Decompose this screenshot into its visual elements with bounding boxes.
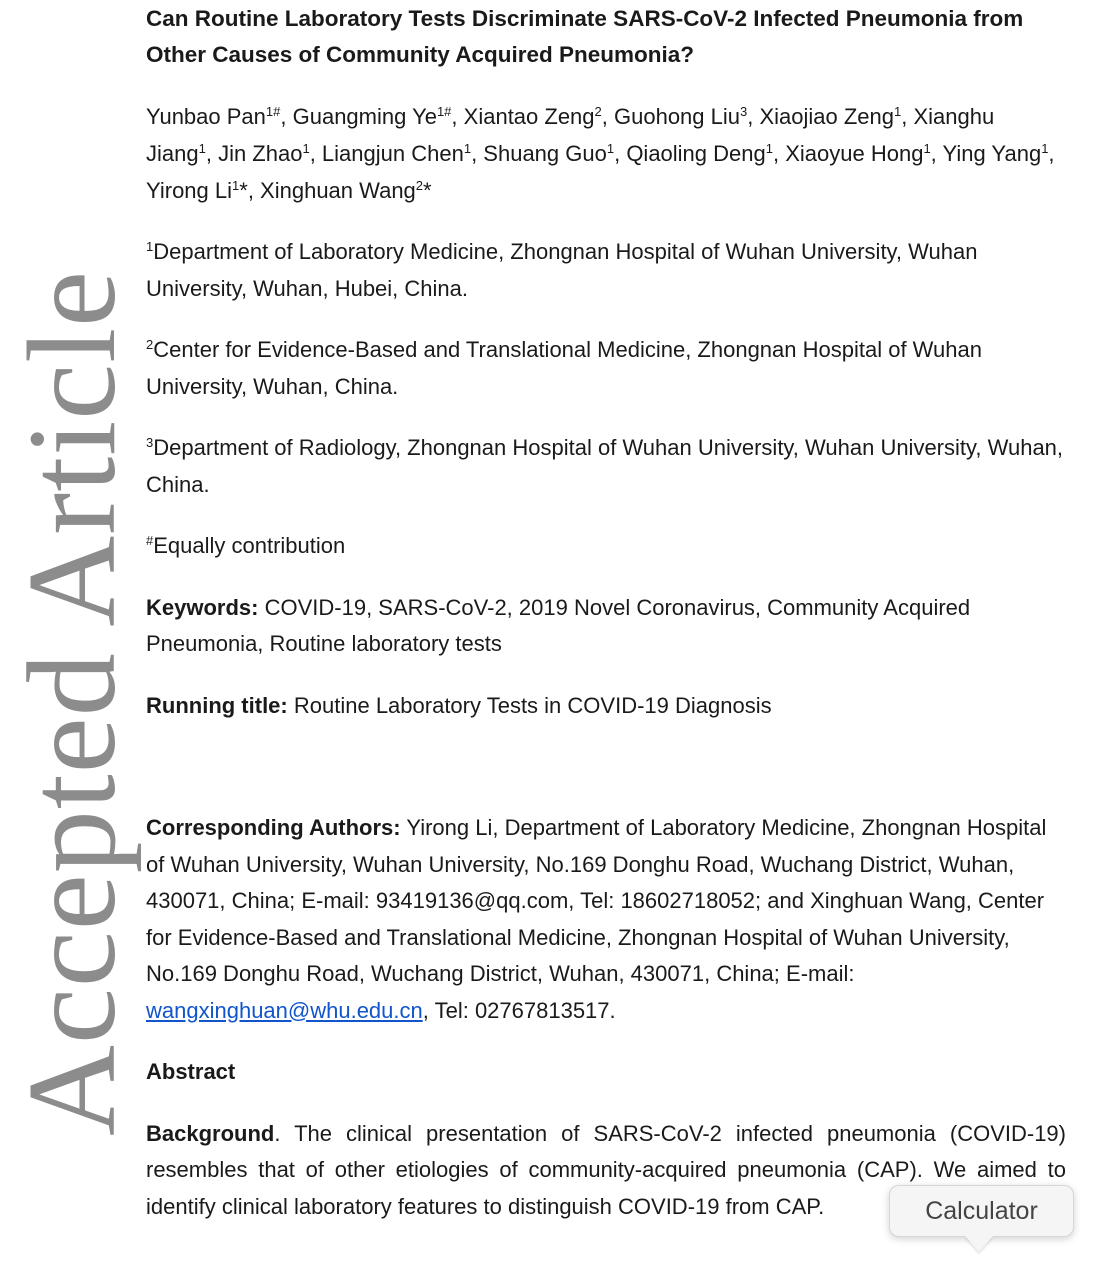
email-link[interactable]: wangxinghuan@whu.edu.cn — [146, 997, 423, 1023]
author — [218, 141, 310, 166]
article-title: Can Routine Laboratory Tests Discriminate SARS-CoV-2 Infected Pneumonia from Other Causes of Community Acquired Pneumonia? — [146, 6, 1024, 67]
corresponding-text: Yirong Li, Department of Laboratory Medicine, Zhongnan Hospital of Wuhan University, Wuhan University, No.169 Donghu Road, Wuchang District, Wuhan, 430071, China; E-mail: 93419136@qq.com, Tel: 18602718052; and Xinghuan Wang, Center for Evidence-Based and Translational Medicine, Zhongnan Hospital of Wuhan University, No.169 Donghu Road, Wuchang District, Wuhan, 430071, China; E-mail: — [146, 815, 1047, 986]
author-affiliation-sup: 1 — [463, 141, 472, 156]
corresponding-text-end: , Tel: 02767813517. — [422, 997, 616, 1023]
author-affiliation-sup: 1 — [606, 141, 615, 156]
running-title-label: Running title: — [146, 692, 288, 718]
corresponding-label: Corresponding Authors: — [146, 815, 401, 840]
author — [146, 178, 248, 203]
author-affiliation-sup: 1 — [923, 141, 931, 156]
corresponding-mark: * — [239, 178, 248, 203]
author — [293, 104, 452, 129]
background-text: . The clinical presentation of SARS-CoV-2 infected pneumonia (COVID-19) resembles that of other etiologies of community-acquired pneumonia (CAP). We aimed to identify clinical laboratory features to distinguish COVID-19 from CAP. — [146, 1120, 1066, 1219]
author-name: Xiaoyue Hong — [785, 141, 924, 166]
tooltip-label: Calculator — [925, 1196, 1038, 1225]
author — [464, 104, 602, 129]
author-affiliation-sup: 3 — [740, 104, 748, 119]
author-name: Guangming Ye — [292, 104, 437, 129]
affiliation-1 — [146, 234, 1066, 307]
tooltip-arrow — [965, 1236, 993, 1252]
author-name: Yirong Li — [146, 178, 233, 203]
author — [785, 141, 930, 166]
author-name: Guohong Liu — [614, 104, 740, 129]
author-affiliation-sup: 1 — [302, 141, 310, 156]
calculator-tooltip — [889, 1185, 1074, 1237]
affiliation-text: Center for Evidence-Based and Translational Medicine, Zhongnan Hospital of Wuhan University, Wuhan, China. — [146, 337, 982, 399]
author-name: Xiantao Zeng — [463, 104, 595, 129]
affiliation-text: Department of Radiology, Zhongnan Hospital of Wuhan University, Wuhan University, Wuhan, China. — [146, 435, 1064, 497]
author — [260, 178, 432, 203]
affiliation-3 — [146, 430, 1066, 503]
affiliation-number: 3 — [146, 435, 154, 450]
author-affiliation-sup: 1 — [765, 141, 773, 156]
author-affiliation-sup: 1# — [265, 104, 281, 119]
keywords-text: COVID-19, SARS-CoV-2, 2019 Novel Coronavirus, Community Acquired Pneumonia, Routine laboratory tests — [146, 594, 971, 656]
author-affiliation-sup: 1 — [1041, 141, 1049, 156]
author — [146, 104, 280, 129]
author-name: Jin Zhao — [218, 141, 303, 166]
accepted-article-watermark: Accepted Article — [3, 269, 142, 1136]
abstract-heading: Abstract — [146, 1059, 236, 1084]
author-name: Shuang Guo — [483, 141, 607, 166]
author-affiliation-sup: 1# — [436, 104, 452, 119]
author-affiliation-sup: 2 — [594, 104, 602, 119]
author-name: Yunbao Pan — [146, 104, 266, 129]
author — [614, 104, 747, 129]
author-affiliation-sup: 2 — [415, 178, 424, 193]
corresponding-authors — [146, 810, 1066, 1029]
keywords-label: Keywords: — [146, 594, 259, 620]
background-label: Background — [146, 1120, 275, 1146]
author — [943, 141, 1049, 166]
affiliation-number: 2 — [146, 337, 154, 352]
author-affiliation-sup: 1 — [894, 104, 902, 119]
author — [626, 141, 773, 166]
author — [483, 141, 614, 166]
equal-mark: # — [146, 533, 154, 548]
article-first-page — [146, 0, 1066, 1225]
author-name: Qiaoling Deng — [626, 141, 766, 166]
running-title-text: Routine Laboratory Tests in COVID-19 Diagnosis — [293, 692, 772, 718]
running-title — [146, 688, 1066, 725]
author-affiliation-sup: 1 — [198, 141, 206, 156]
author-name: Xianghu Jiang — [146, 104, 995, 166]
affiliation-number: 1 — [146, 239, 154, 254]
author — [759, 104, 901, 129]
author-name: Xinghuan Wang — [260, 178, 416, 203]
equal-contribution-note — [146, 528, 1066, 565]
affiliation-2 — [146, 332, 1066, 405]
author-name: Liangjun Chen — [321, 141, 464, 166]
corresponding-mark: * — [423, 178, 432, 203]
equal-text: Equally contribution — [153, 533, 346, 558]
author-list: Yunbao Pan$^{1\#}$, Guangming $Ye^{1\#}$, Xiantao Zeng$^2$, Guohong Liu$^3$, Xiaojiao Zeng$^1$, Xianghu Jiang$^1$, Jin Zhao$^1$, Liangjun Chen$^1$, Shuang Guo$^1$, Qiaoling Deng$^1$, Xiaoyue Hong$^1$, Ying Yang$^1$, Yirong Li$^1$*, Xinghuan Wang$^2$* — [146, 104, 1055, 203]
keywords — [146, 590, 1066, 663]
author-affiliation-sup: 1 — [232, 178, 240, 193]
author-name: Ying Yang — [942, 141, 1042, 166]
author — [322, 141, 471, 166]
author-name: Xiaojiao Zeng — [759, 104, 895, 129]
affiliation-text: Department of Laboratory Medicine, Zhongnan Hospital of Wuhan University, Wuhan University, Wuhan, Hubei, China. — [146, 239, 978, 301]
